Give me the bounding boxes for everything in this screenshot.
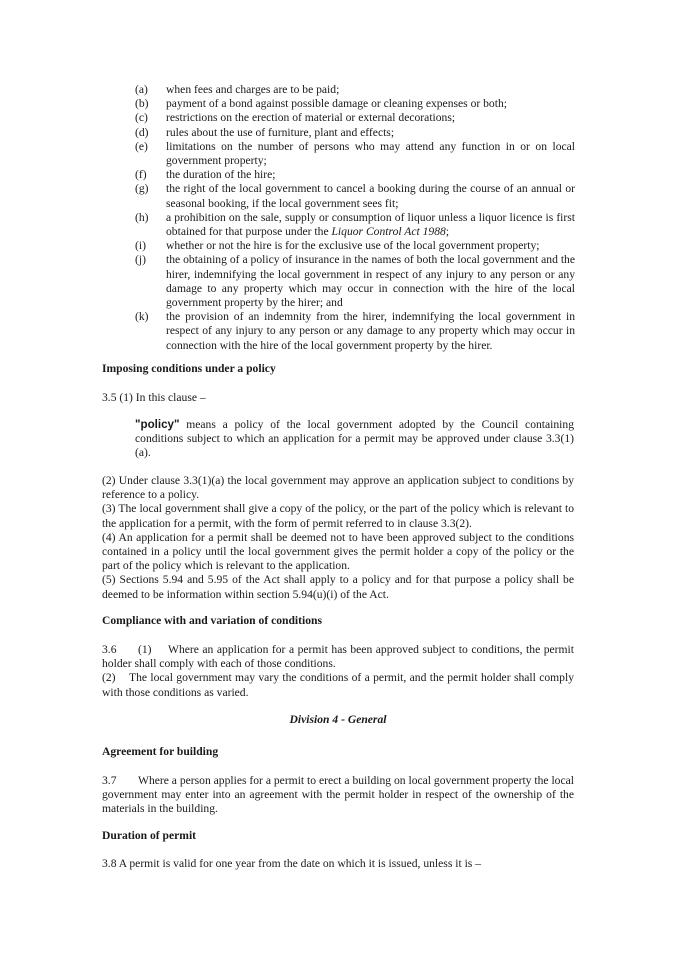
clause-3-5-3: (3) The local government shall give a copy of the policy, or the part of the policy which is relevant to the application for a permit, with the form of permit referred to in clause 3.3(2).	[102, 502, 574, 530]
clause-3-5-2: (2) Under clause 3.3(1)(a) the local government may approve an application subject to conditions by reference to a policy.	[102, 474, 574, 502]
list-item-text: the obtaining of a policy of insurance in the names of both the local government and the hirer, indemnifying the local government in respect of any injury to any person or any damage to any property which may occur in connection with the hire of the local government property by the hirer; and	[166, 253, 575, 310]
list-item-text-part: a prohibition on the sale, supply or consumption of liquor unless a liquor licence is first obtained for that purpose under the	[166, 210, 575, 239]
list-item	[135, 140, 575, 168]
heading-duration: Duration of permit	[102, 829, 197, 842]
clause-3-6	[102, 643, 574, 700]
clause-text: The local government may vary the conditions of a permit, and the permit holder shall comply with those conditions as varied.	[102, 671, 574, 699]
list-item-label: (j)	[135, 253, 146, 267]
list-item	[135, 97, 575, 111]
list-item	[135, 253, 575, 310]
definition-term: "policy"	[135, 418, 180, 431]
list-item-text	[166, 211, 575, 239]
list-item-label: (a)	[135, 83, 148, 96]
list-item-label: (c)	[135, 111, 148, 125]
list-item	[135, 182, 575, 210]
list-item-text: payment of a bond against possible damage or cleaning expenses or both;	[166, 97, 507, 111]
list-item-text: the right of the local government to cancel a booking during the course of an annual or seasonal booking, if the local government sees fit;	[166, 182, 575, 210]
list-item-text: limitations on the number of persons who may attend any function in or on local government property;	[166, 139, 575, 168]
list-item-label: (h)	[135, 210, 149, 224]
list-item-text: restrictions on the erection of material or external decorations;	[166, 111, 456, 125]
list-item-text: whether or not the hire is for the exclusive use of the local government property;	[166, 239, 540, 253]
clause-3-5-intro: 3.5 (1) In this clause –	[102, 391, 206, 404]
clause-3-6-2	[102, 671, 574, 699]
list-item-text: when fees and charges are to be paid;	[166, 83, 340, 96]
policy-definition	[135, 418, 574, 461]
definition-text: means a policy of the local government adopted by the Council containing conditions subject to which an application for a permit may be approved under clause 3.3(1)(a).	[135, 418, 574, 460]
list-item	[135, 126, 575, 140]
heading-imposing-conditions: Imposing conditions under a policy	[102, 362, 276, 375]
clause-3-5-body	[102, 474, 574, 602]
clause-number: 3.7	[102, 774, 117, 787]
list-item	[135, 239, 575, 253]
list-item-label: (e)	[135, 139, 148, 153]
subclause-number: (2)	[102, 671, 116, 685]
list-item-text-part: ;	[445, 225, 450, 239]
list-item	[135, 168, 575, 182]
clause-3-6-1	[102, 643, 574, 671]
list-item-text: rules about the use of furniture, plant and effects;	[166, 125, 395, 139]
list-item	[135, 83, 575, 97]
list-item-label: (g)	[135, 182, 149, 196]
list-item-text: the duration of the hire;	[166, 168, 276, 182]
clause-number: 3.6	[102, 643, 117, 656]
heading-compliance: Compliance with and variation of conditions	[102, 614, 322, 627]
list-item-text: the provision of an indemnity from the hirer, indemnifying the local government in respect of any injury to any person or any damage to any property which may occur in connection with the hire of the local government property by the hirer.	[166, 310, 575, 352]
clause-3-5-5: (5) Sections 5.94 and 5.95 of the Act shall apply to a policy and for that purpose a policy shall be deemed to be information within section 5.94(u)(i) of the Act.	[102, 573, 574, 601]
subclause-number: (1)	[138, 643, 152, 656]
list-item	[135, 310, 575, 353]
heading-agreement: Agreement for building	[102, 745, 219, 758]
list-item-label: (b)	[135, 97, 149, 111]
clause-3-8: 3.8 A permit is valid for one year from the date on which it is issued, unless it is –	[102, 857, 481, 870]
clause-text: Where an application for a permit has been approved subject to conditions, the permit holder shall comply with each of those conditions.	[102, 643, 574, 671]
conditions-list	[135, 83, 575, 353]
clause-text: Where a person applies for a permit to erect a building on local government property the local government may enter into an agreement with the permit holder in respect of the ownership of the materials in the building.	[102, 774, 574, 816]
list-item	[135, 211, 575, 239]
list-item-label: (d)	[135, 125, 149, 139]
list-item-label: (k)	[135, 310, 149, 324]
division-title: Division 4 - General	[289, 713, 387, 726]
clause-3-5-4: (4) An application for a permit shall be deemed not to have been approved subject to the conditions contained in a policy until the local government gives the permit holder a copy of the policy or the part of the policy which is relevant to the application.	[102, 530, 574, 573]
list-item-label: (i)	[135, 239, 146, 253]
clause-3-7	[102, 774, 574, 817]
act-title: Liquor Control Act 1988	[331, 225, 446, 239]
list-item-label: (f)	[135, 168, 147, 182]
list-item	[135, 111, 575, 125]
